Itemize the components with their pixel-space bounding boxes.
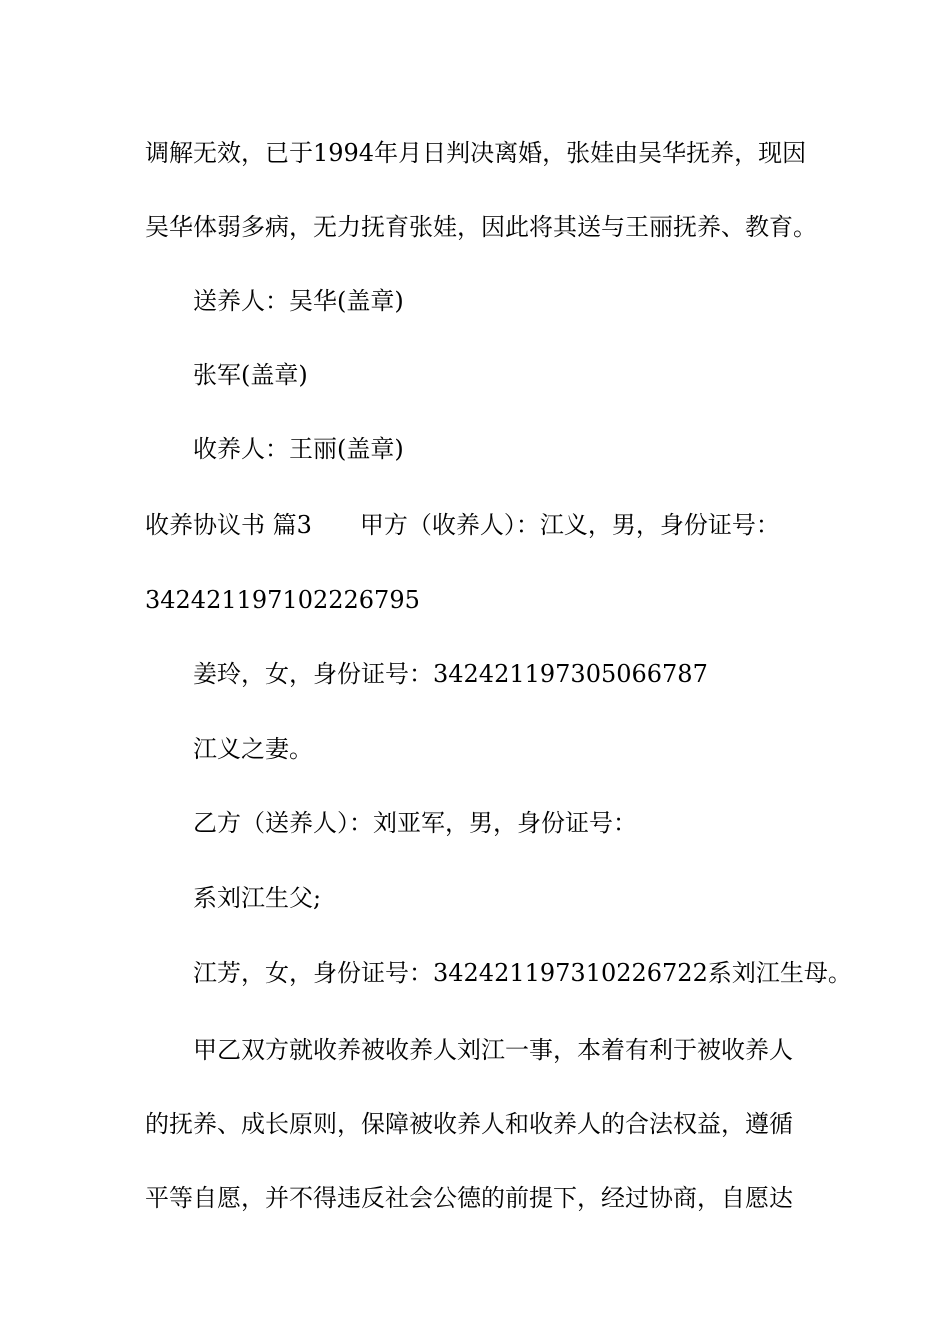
text-line: 调解无效，已于1994年月日判决离婚，张娃由吴华抚养，现因 <box>145 139 807 167</box>
paragraph-line: 平等自愿，并不得违反社会公德的前提下，经过协商，自愿达 <box>145 1184 793 1212</box>
signature-line: 送养人：吴华(盖章) <box>193 287 404 315</box>
signature-line: 张军(盖章) <box>193 361 308 389</box>
text-line: 江义之妻。 <box>193 735 313 763</box>
signature-line: 收养人：王丽(盖章) <box>193 435 404 463</box>
paragraph-line: 的抚养、成长原则，保障被收养人和收养人的合法权益，遵循 <box>145 1110 793 1138</box>
text-line: 姜玲，女，身份证号：342421197305066787 <box>193 660 708 688</box>
text-line: 江芳，女，身份证号：342421197310226722系刘江生母。 <box>193 959 852 987</box>
text-line: 乙方（送养人）：刘亚军，男，身份证号： <box>193 809 637 837</box>
paragraph-line: 甲乙双方就收养被收养人刘江一事，本着有利于被收养人 <box>193 1036 793 1064</box>
text-line: 系刘江生父; <box>193 884 322 912</box>
section-heading: 收养协议书 篇3 <box>145 511 312 539</box>
text-line: 吴华体弱多病，无力抚育张娃，因此将其送与王丽抚养、教育。 <box>145 213 817 241</box>
party-a-line: 甲方（收养人）：江义，男，身份证号： <box>359 511 780 539</box>
section-line <box>145 510 780 540</box>
id-number-line: 342421197102226795 <box>145 586 420 614</box>
